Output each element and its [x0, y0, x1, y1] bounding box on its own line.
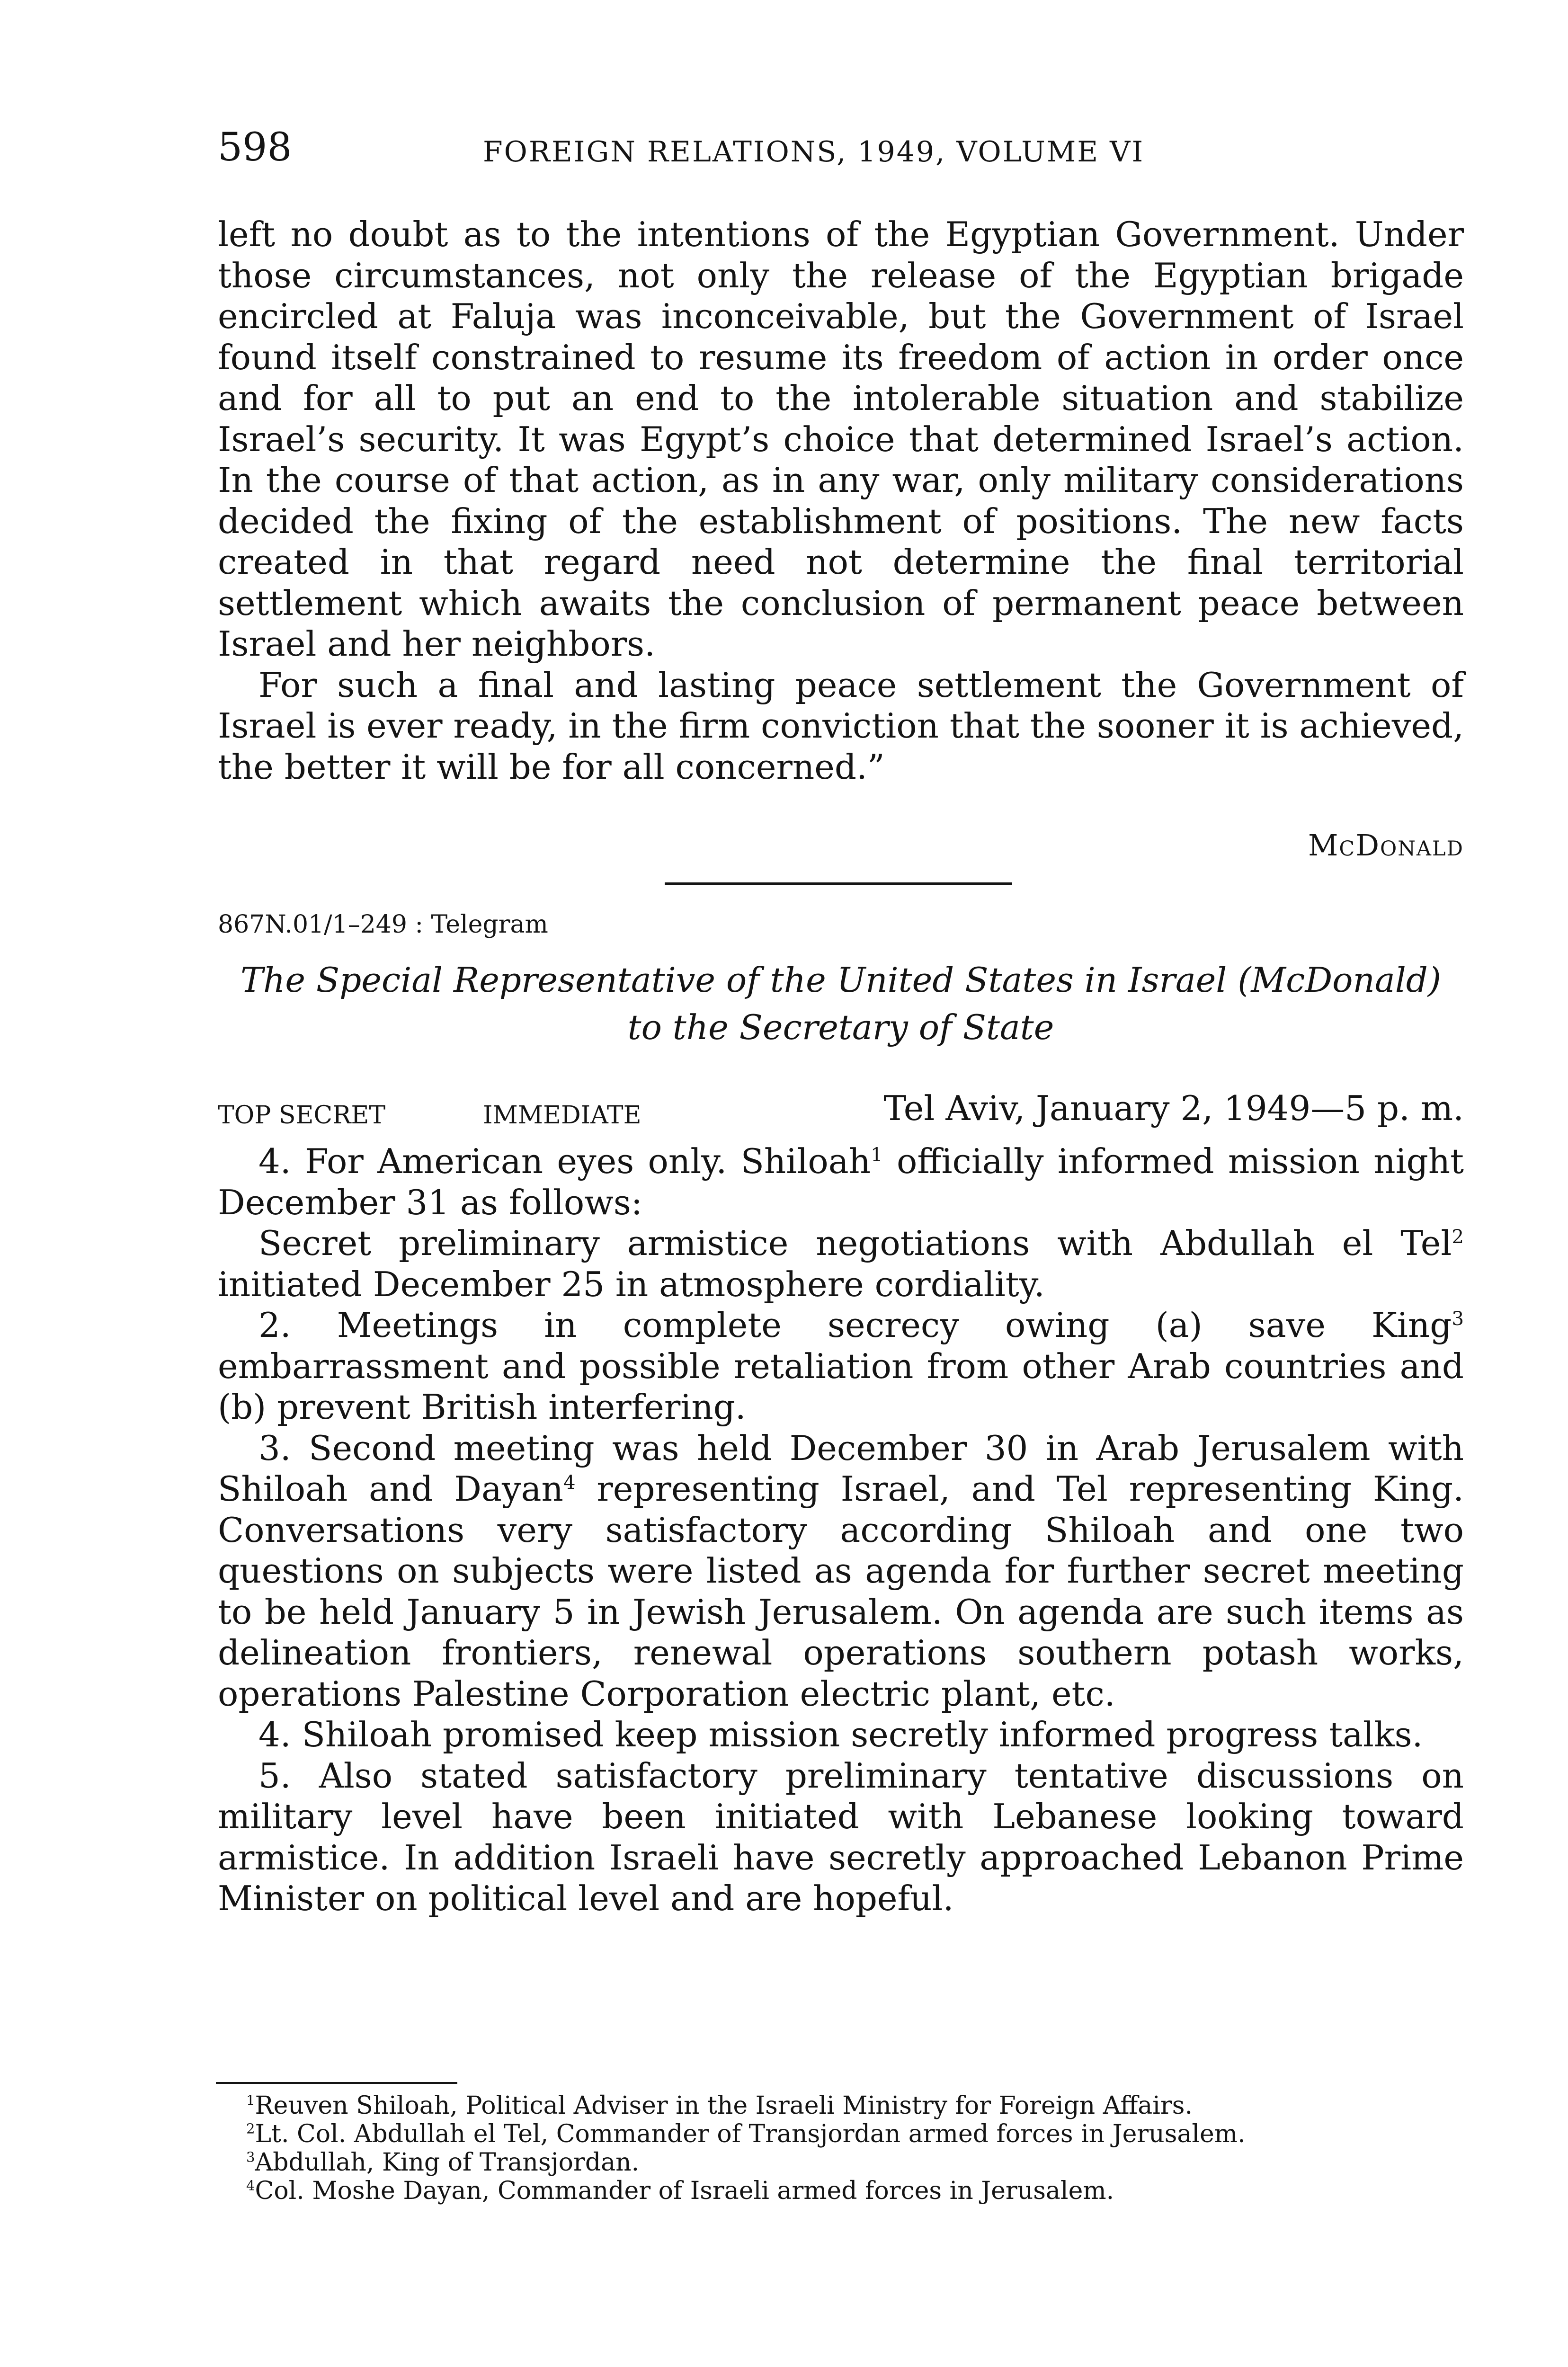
running-head: FOREIGN RELATIONS, 1949, VOLUME VI — [483, 135, 1145, 169]
paragraph: 4. Shiloah promised keep mission secretly informed progress talks. — [258, 1715, 1423, 1754]
paragraph: left no doubt as to the intentions of the Egyptian Government. Under those circumstances, not only the release of the Egyptian brigade encircled at Faluja was inconceivable, but the Government of Israel found itself constrained to resume its freedom of action in order once and for all to put an end to the intolerable situation and stabilize Israel’s security. It was Egypt’s choice that determined Israel’s action. In the course of that action, as in any war, only military considerations decided the fixing of the establishment of positions. The new facts created in that regard need not determine the final territorial settlement which awaits the conclusion of permanent peace between Israel and her neighbors. — [218, 214, 1464, 664]
footnote: $^2$Lt. Col. Abdullah el Tel, Commander of Transjordan armed forces in Jerusalem. — [246, 2120, 1246, 2148]
paragraph: 5. Also stated satisfactory preliminary tentative discussions on military level have been initiated with Lebanese looking toward armistice. In addition Israeli have secretly approached Lebanon Prime Minister on political level and are hopeful. — [218, 1755, 1464, 1918]
footnote-ref: 2 — [1452, 1226, 1464, 1248]
footnote-ref: 4 — [563, 1471, 576, 1494]
document-title — [218, 956, 1464, 1051]
footnote-ref: 3 — [1452, 1308, 1464, 1330]
classification-label: TOP SECRET — [218, 1101, 385, 1130]
footnote-divider — [216, 2082, 457, 2084]
file-reference: 867N.01/1–249 : Telegram — [218, 910, 548, 939]
footnote: $^1$Reuven Shiloah, Political Adviser in the Israeli Ministry for Foreign Affairs. — [246, 2091, 1193, 2120]
continued-telegram-text — [218, 214, 1464, 787]
footnotes — [218, 2091, 1464, 2205]
telegram-body — [218, 1141, 1464, 1919]
priority-label: IMMEDIATE — [483, 1101, 641, 1130]
document-title-line: to the Secretary of State — [627, 1007, 1054, 1047]
paragraph: 4. For American eyes only. Shiloah$^1$ officially informed mission night December 31 as follows: — [218, 1141, 1464, 1222]
footnote: $^3$Abdullah, King of Transjordan. — [246, 2148, 640, 2177]
paragraph: For such a final and lasting peace settlement the Government of Israel is ever ready, in the firm conviction that the sooner it is achieved, the better it will be for all concerned.” — [218, 665, 1464, 787]
document-title-line: The Special Representative of the United States in Israel (McDonald) — [240, 960, 1442, 1000]
paragraph: 2. Meetings in complete secrecy owing (a) save King$^3$ embarrassment and possible retaliation from other Arab countries and (b) prevent British interfering. — [218, 1305, 1464, 1427]
paragraph: 3. Second meeting was held December 30 in Arab Jerusalem with Shiloah and Dayan$^4$ representing Israel, and Tel representing King. Conversations very satisfactory according Shiloah and one two questions on subjects were listed as agenda for further secret meeting to be held January 5 in Jewish Jerusalem. On agenda are such items as delineation frontiers, renewal operations southern potash works, operations Palestine Corporation electric plant, etc. — [218, 1428, 1464, 1714]
paragraph: Secret preliminary armistice negotiations with Abdullah el Tel$^2$ initiated December 25 in atmosphere cordiality. — [218, 1223, 1464, 1304]
page-header — [218, 124, 1464, 176]
footnote-ref: 1 — [871, 1144, 883, 1166]
dateline — [218, 1087, 1464, 1134]
signature: McDonald — [1308, 828, 1464, 863]
section-divider — [665, 882, 1012, 885]
page-number: 598 — [218, 125, 292, 170]
place-date: Tel Aviv, January 2, 1949—5 p. m. — [883, 1088, 1464, 1128]
footnote: $^4$Col. Moshe Dayan, Commander of Israeli armed forces in Jerusalem. — [246, 2177, 1114, 2205]
